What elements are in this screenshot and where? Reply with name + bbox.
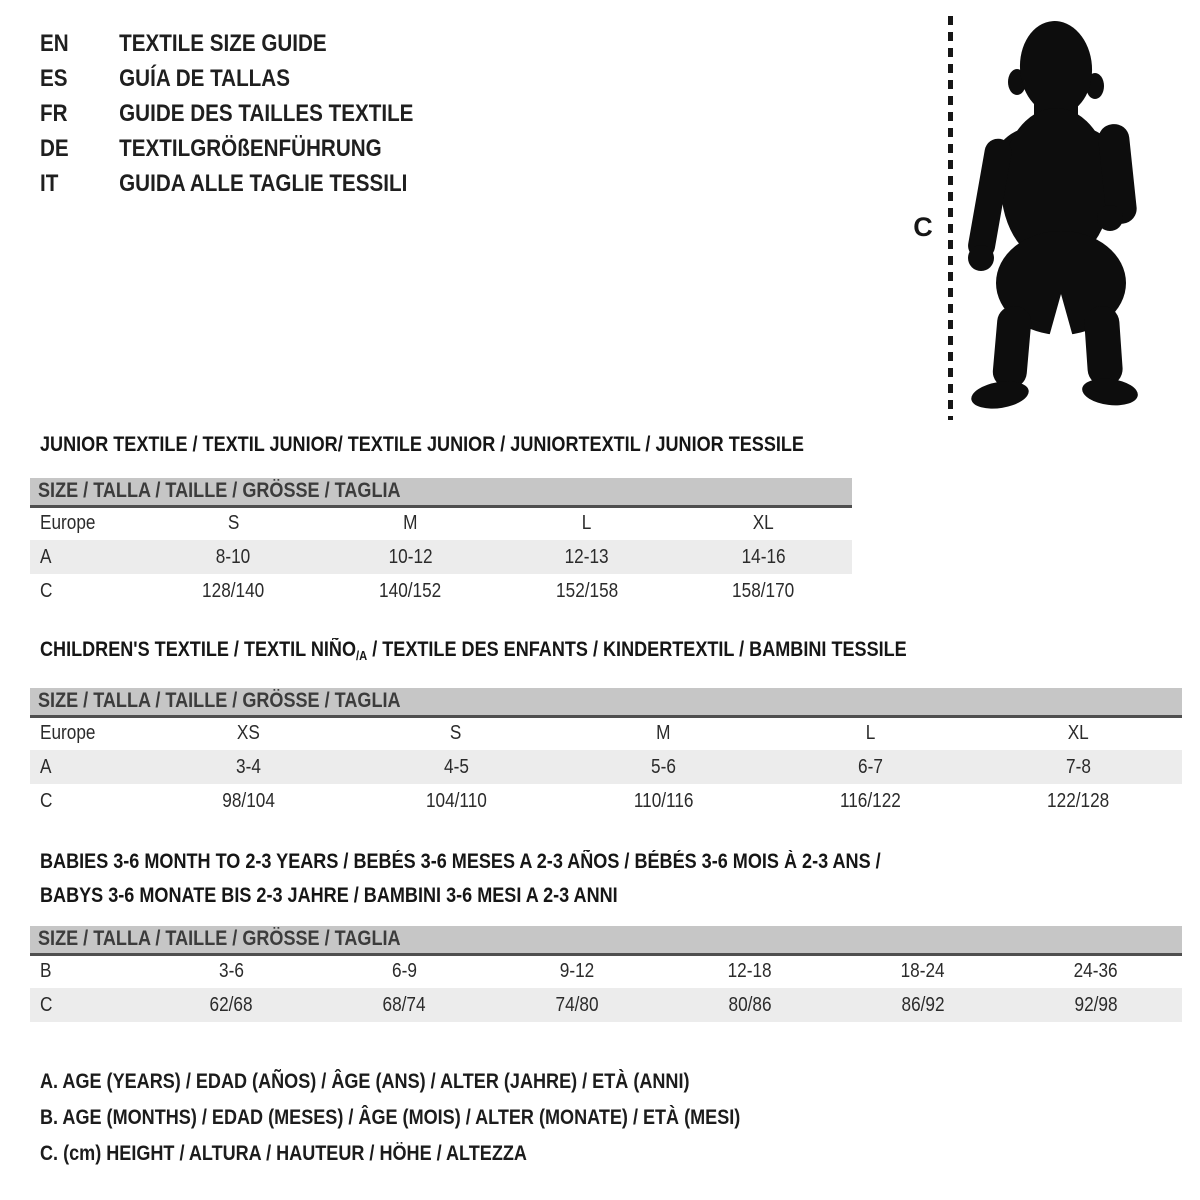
age-cell: 7-8: [1065, 755, 1091, 778]
table-row: [30, 716, 1182, 750]
age-cell: 12-13: [564, 545, 609, 568]
size-cell: XL: [753, 512, 775, 535]
toddler-silhouette: [963, 18, 1143, 418]
height-measure-dashed-line: [948, 16, 953, 420]
height-cell: 110/116: [633, 789, 694, 812]
lang-title: GUÍA DE TALLAS: [119, 65, 290, 92]
size-cell: L: [866, 722, 876, 745]
row-label: A: [40, 755, 52, 778]
age-cell: 6-9: [391, 960, 417, 983]
junior-section-title: JUNIOR TEXTILE / TEXTIL JUNIOR/ TEXTILE JUNIOR / JUNIORTEXTIL / JUNIOR TESSILE: [40, 433, 804, 456]
height-cell: 62/68: [209, 993, 253, 1016]
height-cell: 152/158: [555, 579, 618, 602]
nino-a-subscript: /A: [356, 648, 368, 663]
height-cell: 116/122: [840, 789, 902, 812]
size-cell: S: [227, 512, 240, 535]
table-row: [30, 784, 1182, 818]
lang-code: DE: [40, 135, 69, 162]
toddler-silhouette-icon: [963, 18, 1143, 418]
height-cell: 68/74: [382, 993, 426, 1016]
size-cell: XS: [237, 722, 261, 745]
height-cell: 128/140: [202, 579, 265, 602]
row-label: Europe: [40, 722, 96, 745]
row-label: C: [40, 579, 53, 602]
lang-title: TEXTILGRÖßENFÜHRUNG: [119, 135, 382, 162]
age-cell: 3-4: [236, 755, 262, 778]
size-cell: L: [582, 512, 592, 535]
size-header-row: SIZE / TALLA / TAILLE / GRÖSSE / TAGLIA: [30, 926, 1182, 954]
age-cell: 5-6: [651, 755, 676, 778]
size-cell: M: [656, 722, 671, 745]
row-label: Europe: [40, 512, 96, 535]
age-cell: 4-5: [443, 755, 469, 778]
size-cell: M: [402, 512, 418, 535]
size-header-row: SIZE / TALLA / TAILLE / GRÖSSE / TAGLIA: [30, 478, 852, 506]
legend-line-c: C. (cm) HEIGHT / ALTURA / HAUTEUR / HÖHE / ALTEZZA: [40, 1142, 527, 1165]
lang-title: GUIDE DES TAILLES TEXTILE: [119, 100, 414, 127]
lang-row-it: [40, 166, 474, 201]
height-cell: 104/110: [425, 789, 487, 812]
junior-size-table: [30, 478, 852, 608]
table-row: [30, 506, 852, 540]
row-label: B: [40, 960, 52, 983]
lang-code: EN: [40, 30, 69, 57]
size-cell: S: [450, 722, 462, 745]
legend: [40, 1064, 854, 1172]
height-cell: 74/80: [555, 993, 599, 1016]
age-cell: 6-7: [858, 755, 884, 778]
lang-title: GUIDA ALLE TAGLIE TESSILI: [119, 170, 408, 197]
height-cell: 98/104: [222, 789, 275, 812]
size-cell: XL: [1067, 722, 1089, 745]
age-cell: 18-24: [900, 960, 945, 983]
children-size-table: [30, 688, 1182, 818]
babies-section-title: BABIES 3-6 MONTH TO 2-3 YEARS / BEBÉS 3-6 MESES A 2-3 AÑOS / BÉBÉS 3-6 MOIS À 2-3 ANS / BABYS 3-6 MONATE BIS 2-3 JAHRE / BAMBINI 3-6 MESI A 2-3 ANNI: [40, 850, 881, 907]
row-label: A: [40, 545, 52, 568]
age-cell: 24-36: [1073, 960, 1118, 983]
legend-line-b: B. AGE (MONTHS) / EDAD (MESES) / ÂGE (MOIS) / ALTER (MONATE) / ETÀ (MESI): [40, 1106, 741, 1129]
age-cell: 3-6: [218, 960, 244, 983]
lang-code: FR: [40, 100, 68, 127]
lang-row-es: [40, 61, 474, 96]
lang-row-de: [40, 131, 474, 166]
row-label: C: [40, 993, 53, 1016]
legend-line-a: A. AGE (YEARS) / EDAD (AÑOS) / ÂGE (ANS) / ALTER (JAHRE) / ETÀ (ANNI): [40, 1070, 690, 1093]
age-cell: 10-12: [388, 545, 433, 568]
babies-size-table: [30, 926, 1182, 1022]
table-row: [30, 988, 1182, 1022]
height-cell: 122/128: [1047, 789, 1110, 812]
height-cell: 92/98: [1074, 993, 1118, 1016]
size-header-row: SIZE / TALLA / TAILLE / GRÖSSE / TAGLIA: [30, 688, 1182, 716]
table-row: [30, 750, 1182, 784]
children-section-title: CHILDREN'S TEXTILE / TEXTIL $NIÑO_{/A}$ / TEXTILE DES ENFANTS / KINDERTEXTIL / BAMBINI TESSILE: [40, 638, 907, 663]
table-row: [30, 954, 1182, 988]
language-title-list: [40, 26, 474, 201]
height-measure-label: C: [913, 212, 933, 242]
height-cell: 140/152: [379, 579, 442, 602]
height-cell: 80/86: [728, 993, 772, 1016]
age-cell: 14-16: [741, 545, 786, 568]
lang-code: IT: [40, 170, 59, 197]
lang-row-en: [40, 26, 474, 61]
lang-title: TEXTILE SIZE GUIDE: [119, 30, 327, 57]
age-cell: 12-18: [727, 960, 772, 983]
table-row: [30, 540, 852, 574]
lang-code: ES: [40, 65, 68, 92]
height-cell: 158/170: [732, 579, 795, 602]
lang-row-fr: [40, 96, 474, 131]
age-cell: 9-12: [559, 960, 595, 983]
table-row: [30, 574, 852, 608]
age-cell: 8-10: [216, 545, 251, 568]
row-label: C: [40, 789, 53, 812]
height-cell: 86/92: [901, 993, 945, 1016]
